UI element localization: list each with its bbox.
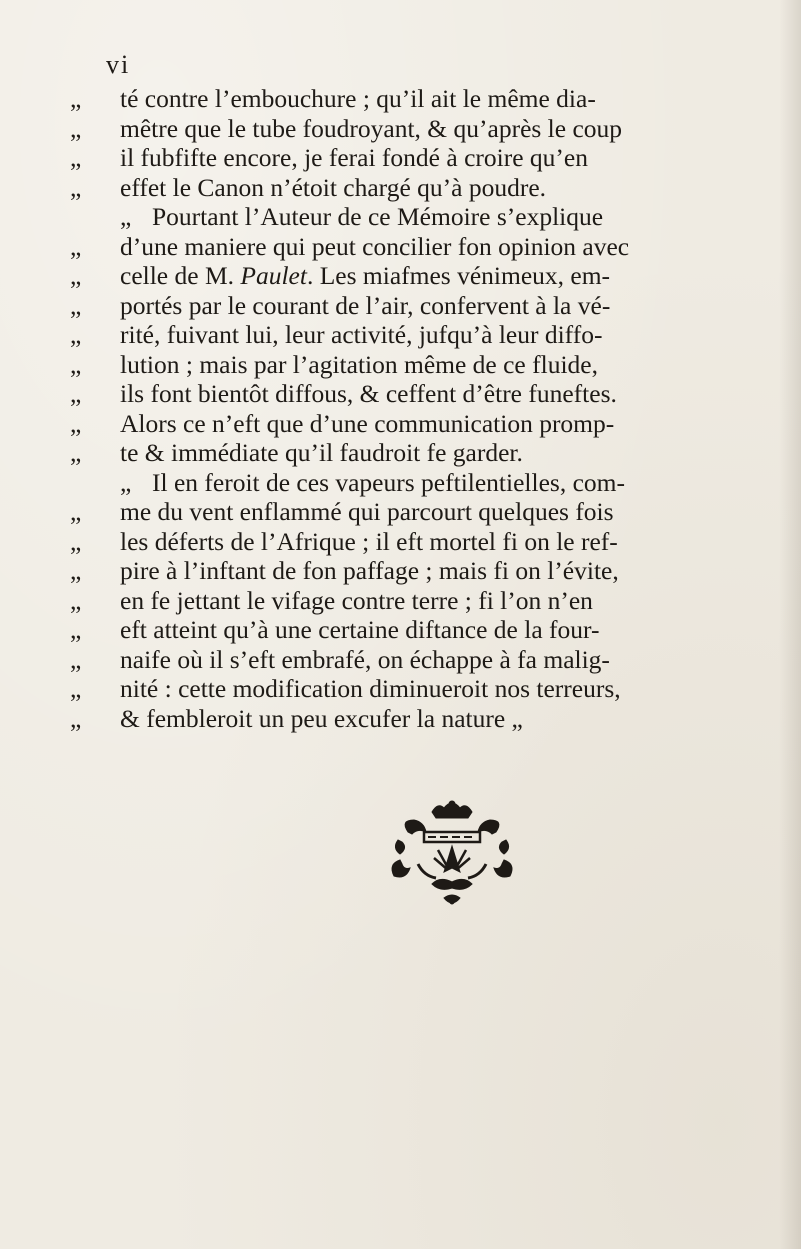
text-line <box>70 586 790 616</box>
line-text: effet le Canon n’étoit chargé qu’à poudre. <box>120 172 547 202</box>
line-text: ils font bientôt diffous, & ceffent d’être funeftes. <box>120 379 617 408</box>
line-text: Il en feroit de ces vapeurs peftilentielles, com- <box>152 467 625 497</box>
quote-mark: „ <box>70 349 82 379</box>
quote-mark: „ <box>70 379 82 408</box>
line-text: lution ; mais par l’agitation même de ce fluide, <box>120 349 598 379</box>
quote-mark: „ <box>70 644 82 674</box>
quote-mark: „ <box>70 674 82 703</box>
line-text: pire à l’inftant de fon paffage ; mais fi on l’évite, <box>120 556 619 585</box>
quote-mark: „ <box>70 290 82 320</box>
quote-mark: „ <box>70 261 82 290</box>
quote-mark: „ <box>70 172 82 202</box>
quote-mark: „ <box>70 438 82 467</box>
quote-mark: „ <box>70 84 82 113</box>
line-text: me du vent enflammé qui parcourt quelques fois <box>120 497 614 526</box>
text-line <box>70 379 790 409</box>
text-line <box>70 497 790 527</box>
text-line <box>70 291 790 321</box>
line-text: d’une maniere qui peut concilier fon opinion avec <box>120 231 630 261</box>
quote-mark: „ <box>70 556 82 585</box>
text-line <box>70 704 790 734</box>
line-text: il fubfifte encore, je ferai fondé à croire qu’en <box>120 143 588 172</box>
quote-mark: „ <box>70 320 82 349</box>
quote-mark: „ <box>70 615 82 644</box>
quote-mark: „ <box>70 143 82 172</box>
printer-ornament-icon <box>378 798 526 910</box>
line-text: Alors ce n’eft que d’une communication promp- <box>120 408 615 438</box>
quote-mark: „ <box>70 497 82 526</box>
text-line <box>70 468 790 498</box>
text-line <box>70 232 790 262</box>
line-text: eft atteint qu’à une certaine diftance de la four- <box>120 615 600 644</box>
text-line <box>70 615 790 645</box>
text-line <box>70 645 790 675</box>
line-text: té contre l’embouchure ; qu’il ait le même dia- <box>120 84 596 113</box>
text-line <box>70 350 790 380</box>
line-text: & fembleroit un peu excufer la nature „ <box>120 703 523 733</box>
text-line <box>70 261 790 291</box>
italic-name: Paulet <box>240 261 307 290</box>
quote-mark: „ <box>120 467 132 497</box>
line-text: nité : cette modification diminueroit nos terreurs, <box>120 674 621 703</box>
line-text: les déferts de l’Afrique ; il eft mortel fi on le ref- <box>120 526 618 556</box>
line-text: en fe jettant le vifage contre terre ; fi l’on n’en <box>120 585 593 615</box>
quote-mark: „ <box>70 231 82 261</box>
page-folio: vi <box>106 50 131 79</box>
text-line <box>70 438 790 468</box>
text-line <box>70 173 790 203</box>
text-line <box>70 114 790 144</box>
quote-mark: „ <box>70 113 82 143</box>
text-line <box>70 409 790 439</box>
line-text: celle de M. Paulet. Les miafmes vénimeux, em- <box>120 261 611 290</box>
text-line <box>70 202 790 232</box>
text-line <box>70 674 790 704</box>
quote-mark: „ <box>70 408 82 438</box>
text-line <box>70 556 790 586</box>
quote-mark: „ <box>120 202 132 231</box>
line-text: rité, fuivant lui, leur activité, jufqu’à leur diffo- <box>120 320 603 349</box>
text-line <box>70 84 790 114</box>
quote-mark: „ <box>70 526 82 556</box>
line-text: mêtre que le tube foudroyant, & qu’après le coup <box>120 113 623 143</box>
quote-mark: „ <box>70 585 82 615</box>
line-text: Pourtant l’Auteur de ce Mémoire s’explique <box>152 202 604 231</box>
text-line <box>70 320 790 350</box>
text-line <box>70 527 790 557</box>
line-text: te & immédiate qu’il faudroit fe garder. <box>120 438 523 467</box>
line-text: portés par le courant de l’air, confervent à la vé- <box>120 290 611 320</box>
line-text: naife où il s’eft embrafé, on échappe à fa malig- <box>120 644 610 674</box>
text-line <box>70 143 790 173</box>
page-text <box>70 84 790 733</box>
quote-mark: „ <box>70 703 82 733</box>
